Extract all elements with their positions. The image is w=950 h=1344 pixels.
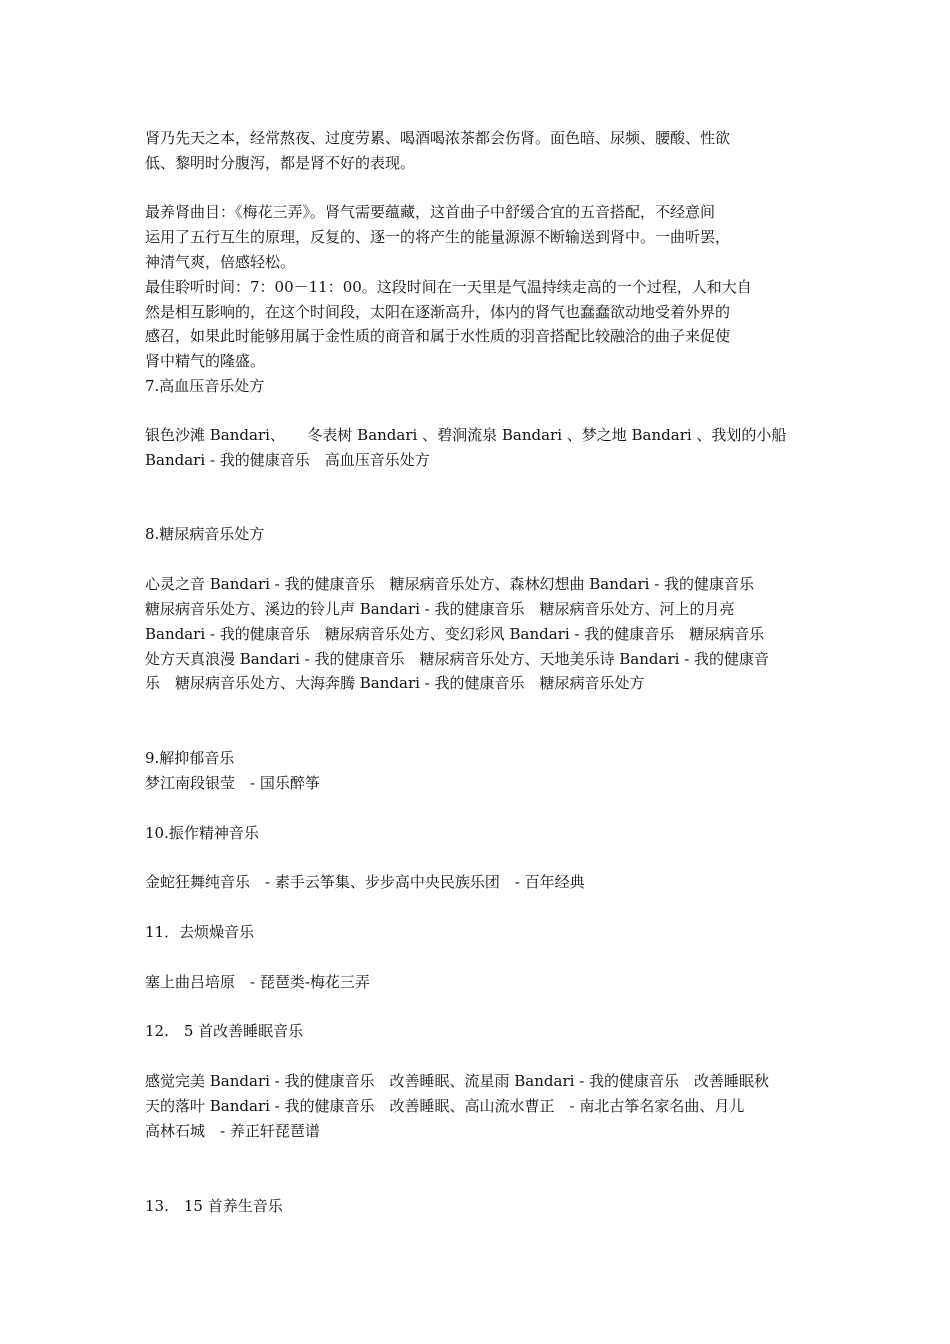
text-line: 运用了五行互生的原理，反复的、逐一的将产生的能量源源不断输送到肾中。一曲听罢， [145, 228, 731, 246]
section-heading: 8.糖尿病音乐处方 [145, 525, 265, 543]
text-line: 塞上曲吕培原 - 琵琶类-梅花三弄 [145, 973, 370, 991]
text-line: 金蛇狂舞纯音乐 - 素手云筝集、步步高中央民族乐团 - 百年经典 [145, 873, 585, 891]
text-line: 高林石城 - 养正轩琵琶谱 [145, 1122, 320, 1140]
text-line: 神清气爽，倍感轻松。 [145, 253, 296, 271]
text-line: 梦江南段银莹 - 国乐醉筝 [145, 774, 320, 792]
text-line: 感觉完美 Bandari - 我的健康音乐 改善睡眠、流星雨 Bandari - 我的健康音乐 改善睡眠秋 [145, 1072, 770, 1090]
section-heading: 12. 5 首改善睡眠音乐 [145, 1022, 304, 1040]
text-line: 糖尿病音乐处方、溪边的铃儿声 Bandari - 我的健康音乐 糖尿病音乐处方、河上的月亮 [145, 600, 735, 618]
text-line: 然是相互影响的，在这个时间段，太阳在逐渐高升，体内的肾气也蠢蠢欲动地受着外界的 [145, 303, 731, 321]
text-line: 感召，如果此时能够用属于金性质的商音和属于水性质的羽音搭配比较融洽的曲子来促使 [145, 327, 731, 345]
text-line: Bandari - 我的健康音乐 糖尿病音乐处方、变幻彩风 Bandari - 我的健康音乐 糖尿病音乐 [145, 625, 765, 643]
text-line: 最佳聆听时间：7：00－11：00。这段时间在一天里是气温持续走高的一个过程，人和大自 [145, 278, 752, 296]
section-heading: 11．去烦燥音乐 [145, 923, 255, 941]
section-heading: 9.解抑郁音乐 [145, 749, 235, 767]
text-line: 天的落叶 Bandari - 我的健康音乐 改善睡眠、高山流水曹正 - 南北古筝名家名曲、月儿 [145, 1097, 745, 1115]
text-line: 心灵之音 Bandari - 我的健康音乐 糖尿病音乐处方、森林幻想曲 Bandari - 我的健康音乐 [145, 575, 755, 593]
text-line: 处方天真浪漫 Bandari - 我的健康音乐 糖尿病音乐处方、天地美乐诗 Bandari - 我的健康音 [145, 650, 770, 668]
text-line: Bandari - 我的健康音乐 高血压音乐处方 [145, 451, 430, 469]
text-line: 最养肾曲目：《梅花三弄》。肾气需要蕴藏，这首曲子中舒缓合宜的五音搭配，不经意间 [145, 203, 716, 221]
text-line: 低、黎明时分腹泻，都是肾不好的表现。 [145, 154, 416, 172]
text-line: 银色沙滩 Bandari、 冬表树 Bandari 、碧涧流泉 Bandari 、梦之地 Bandari 、我划的小船 [145, 426, 787, 444]
section-heading: 13. 15 首养生音乐 [145, 1197, 283, 1215]
text-line: 肾中精气的隆盛。 [145, 352, 266, 370]
text-line: 乐 糖尿病音乐处方、大海奔腾 Bandari - 我的健康音乐 糖尿病音乐处方 [145, 674, 645, 692]
section-heading: 7.高血压音乐处方 [145, 377, 265, 395]
text-line: 肾乃先天之本，经常熬夜、过度劳累、喝酒喝浓茶都会伤肾。面色暗、尿频、腰酸、性欲 [145, 129, 731, 147]
section-heading: 10.振作精神音乐 [145, 824, 259, 842]
